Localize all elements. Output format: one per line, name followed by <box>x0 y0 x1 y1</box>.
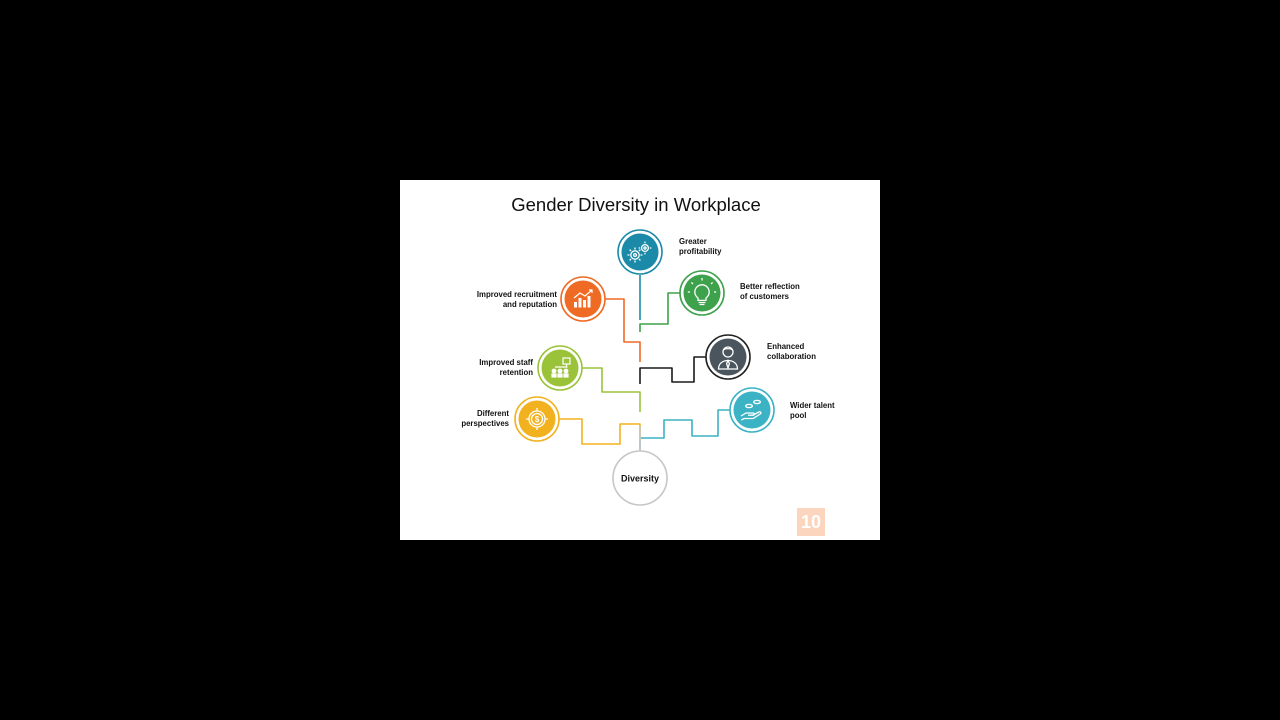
label-greater-profitability: Greater profitability <box>679 237 722 256</box>
slide-title: Gender Diversity in Workplace <box>511 194 761 215</box>
node-wider-talent-pool[interactable] <box>730 388 774 432</box>
center-node <box>613 451 667 505</box>
label-better-reflection: Better reflection of customers <box>740 282 800 301</box>
label-enhanced-collaboration: Enhanced collaboration <box>767 342 816 361</box>
connector-wider-talent-pool <box>640 410 732 450</box>
page-number-badge: 10 <box>797 508 825 536</box>
connector-better-reflection <box>640 293 682 332</box>
label-improved-staff-retention: Improved staff retention <box>479 358 533 377</box>
svg-text:$: $ <box>534 415 540 424</box>
connector-different-perspectives <box>558 419 640 444</box>
label-different-perspectives: Different perspectives <box>461 409 509 428</box>
connector-improved-staff-retention <box>582 368 640 412</box>
node-improved-recruitment[interactable] <box>561 277 605 321</box>
label-wider-talent-pool: Wider talent pool <box>790 401 835 420</box>
label-improved-recruitment: Improved recruitment and reputation <box>476 290 557 309</box>
node-enhanced-collaboration[interactable] <box>706 335 750 379</box>
node-better-reflection[interactable] <box>680 271 724 315</box>
connector-improved-recruitment <box>604 299 640 362</box>
slide <box>400 180 880 540</box>
connector-enhanced-collaboration <box>640 357 708 384</box>
node-greater-profitability[interactable] <box>618 230 662 274</box>
center-label: Diversity <box>620 473 660 484</box>
node-different-perspectives[interactable] <box>515 397 559 441</box>
node-improved-staff-retention[interactable] <box>538 346 582 390</box>
